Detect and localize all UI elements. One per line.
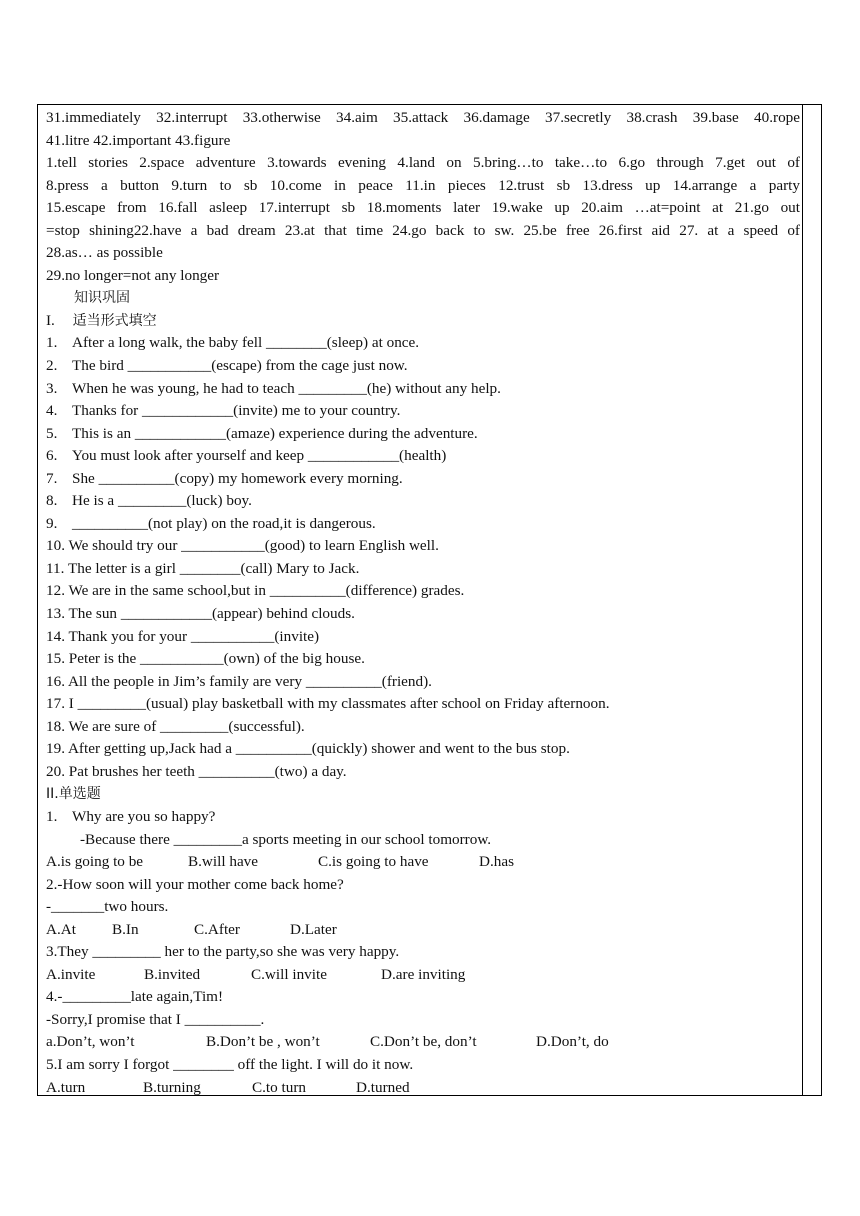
mc-option: D.turned [356,1078,410,1096]
mc-option: C.After [194,920,240,938]
mc-question-1: 1. Why are you so happy? [46,807,216,825]
fill-item-text: The letter is a girl ________(call) Mary to Jack. [67,559,360,577]
section1-number: I. [46,311,55,329]
fill-item-text: Thank you for your ___________(invite) [68,627,320,645]
table-right-column [802,105,803,1095]
mc-option: C.to turn [252,1078,307,1096]
fill-item-text: You must look after yourself and keep ____________(health) [72,447,447,465]
mc-option: C.is going to have [318,853,429,871]
fill-item: 16. All the people in Jim’s family are very __________(friend). [46,672,432,690]
mc-option: C.will invite [251,965,327,983]
phrase-line: 1.tell stories 2.space adventure 3.towards evening 4.land on 5.bring…to take…to 6.go through 7.get out of [46,154,800,172]
phrase-line: =stop shining22.have a bad dream 23.at that time 24.go back to sw. 25.be free 26.first aid 27. at a speed of [46,221,800,239]
fill-item-text: Thanks for ____________(invite) me to your country. [72,402,401,420]
mc-options [46,919,800,942]
worksheet-content [46,107,800,1099]
fill-item-text: __________(not play) on the road,it is dangerous. [72,514,376,532]
mc-stem: Why are you so happy? [72,807,216,825]
fill-item: 14. Thank you for your ___________(invite) [46,627,320,645]
fill-item: 19. After getting up,Jack had a __________(quickly) shower and went to the bus stop. [46,740,570,758]
fill-item-text: We should try our ___________(good) to learn English well. [68,537,439,555]
fill-item-text: We are sure of _________(successful). [68,717,305,735]
fill-item-text: After getting up,Jack had a __________(quickly) shower and went to the bus stop. [67,740,570,758]
fill-item-text: When he was young, he had to teach _________(he) without any help. [72,379,501,397]
fill-item: 9. __________(not play) on the road,it is dangerous. [46,514,376,532]
fill-item: 3. When he was young, he had to teach _________(he) without any help. [46,379,501,397]
fill-item-text: He is a _________(luck) boy. [72,492,252,510]
fill-item: 10. We should try our ___________(good) to learn English well. [46,537,439,555]
mc-question-5: 5.I am sorry I forgot ________ off the light. I will do it now. [46,1055,414,1073]
fill-item: 11. The letter is a girl ________(call) Mary to Jack. [46,559,360,577]
mc-options [46,851,800,874]
fill-item-text: Peter is the ___________(own) of the big house. [68,650,365,668]
mc-options [46,1031,800,1054]
mc-options [46,964,800,987]
mc-option: a.Don’t, won’t [46,1033,135,1051]
mc-stem-line: -_______two hours. [46,898,169,916]
fill-item-text: This is an ____________(amaze) experience during the adventure. [72,424,478,442]
mc-option: D.has [479,853,515,871]
consolidation-heading: 知识巩固 [74,290,130,307]
mc-option: B.turning [143,1078,201,1096]
mc-option: D.Later [290,920,337,938]
mc-option: A.invite [46,965,96,983]
fill-item-text: After a long walk, the baby fell ________(sleep) at once. [72,334,420,352]
mc-question-4: 4.-_________late again,Tim! [46,988,224,1006]
mc-stem-line: -Because there _________a sports meeting in our school tomorrow. [80,830,492,848]
fill-item: 7. She __________(copy) my homework every morning. [46,469,403,487]
fill-item-text: The sun ____________(appear) behind clouds. [68,605,355,623]
fill-item: 17. I _________(usual) play basketball with my classmates after school on Friday afternoon. [46,695,610,713]
fill-item-text: She __________(copy) my homework every morning. [72,469,403,487]
mc-option: B.In [112,920,139,938]
phrase-line: 28.as… as possible [46,244,163,262]
phrase-line: 29.no longer=not any longer [46,266,220,284]
mc-option: C.Don’t be, don’t [370,1033,477,1051]
vocab-line: 41.litre 42.important 43.figure [46,131,231,149]
vocab-line: 31.immediately 32.interrupt 33.otherwise 34.aim 35.attack 36.damage 37.secretly 38.crash 39.base 40.rope [46,109,800,126]
mc-options [46,1077,800,1100]
section1-heading [46,310,800,333]
mc-option: A.At [46,920,76,938]
fill-item: 5. This is an ____________(amaze) experience during the adventure. [46,424,478,442]
mc-option: B.invited [144,965,201,983]
fill-item-text: Pat brushes her teeth __________(two) a day. [68,762,347,780]
fill-item-text: All the people in Jim’s family are very __________(friend). [67,672,432,690]
fill-item: 6. You must look after yourself and keep ____________(health) [46,447,447,465]
mc-stem-line: -Sorry,I promise that I __________. [46,1010,265,1028]
fill-item: 13. The sun ____________(appear) behind clouds. [46,605,355,623]
fill-item-text: I _________(usual) play basketball with my classmates after school on Friday afternoon. [68,695,610,713]
section2-heading: II.单选题 [46,786,101,803]
mc-option: A.turn [46,1078,86,1096]
fill-item-text: We are in the same school,but in __________(difference) grades. [68,582,465,600]
phrase-line: 8.press a button 9.turn to sb 10.come in peace 11.in pieces 12.trust sb 13.dress up 14.arrange a party [46,176,800,194]
fill-item: 15. Peter is the ___________(own) of the big house. [46,650,365,668]
fill-item: 1. After a long walk, the baby fell ________(sleep) at once. [46,334,420,352]
mc-option: A.is going to be [46,853,144,871]
mc-option: B.Don’t be , won’t [206,1033,320,1051]
fill-item: 2. The bird ___________(escape) from the cage just now. [46,357,408,375]
mc-question-3: 3.They _________ her to the party,so she was very happy. [46,943,400,961]
fill-item: 18. We are sure of _________(successful). [46,717,305,735]
worksheet-table [37,104,822,1096]
mc-option: D.are inviting [381,965,466,983]
fill-item-text: The bird ___________(escape) from the cage just now. [72,357,408,375]
phrase-line: 15.escape from 16.fall asleep 17.interrupt sb 18.moments later 19.wake up 20.aim …at=point at 21.go out [46,199,800,217]
fill-item: 12. We are in the same school,but in __________(difference) grades. [46,582,465,600]
mc-option: D.Don’t, do [536,1033,609,1051]
mc-option: B.will have [188,853,259,871]
fill-item: 20. Pat brushes her teeth __________(two) a day. [46,762,347,780]
fill-item: 4. Thanks for ____________(invite) me to your country. [46,402,401,420]
fill-item: 8. He is a _________(luck) boy. [46,492,252,510]
mc-question-2: 2.-How soon will your mother come back home? [46,875,344,893]
section1-title: 适当形式填空 [72,312,157,329]
